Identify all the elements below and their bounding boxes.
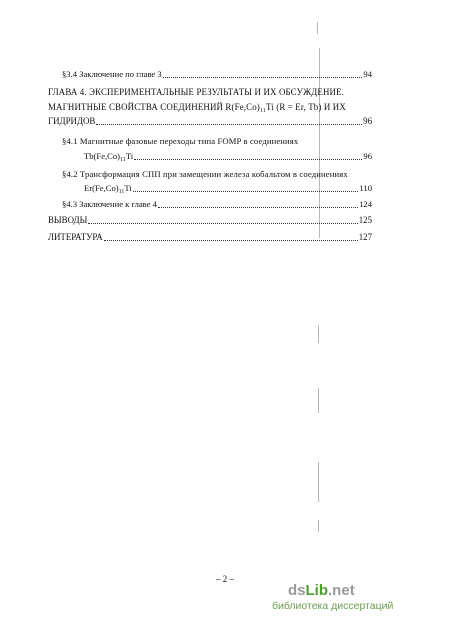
scan-mark: [318, 325, 319, 343]
toc-leader-dots: [133, 191, 359, 192]
dslib-subtitle: библиотека диссертаций: [272, 600, 394, 612]
toc-leader-dots: [134, 159, 362, 160]
toc-entry-label: ВЫВОДЫ: [48, 215, 88, 225]
toc-page-number: 94: [363, 69, 372, 79]
dslib-brand: dsLib.net: [288, 582, 355, 599]
toc-entry-3-4: [62, 69, 372, 80]
scan-mark: [318, 520, 319, 532]
toc-chapter-4-line3: [48, 116, 372, 127]
scan-mark: [317, 22, 318, 34]
toc-leader-dots: [104, 240, 358, 241]
toc-page-number: 124: [359, 199, 372, 209]
toc-leader-dots: [96, 124, 362, 125]
toc-entry-4-3: [62, 199, 372, 210]
toc-entry-literature: [48, 232, 372, 243]
toc-entry-label: ЛИТЕРАТУРА: [48, 232, 103, 242]
toc-page-number: 125: [358, 215, 372, 225]
toc-entry-4-2-line2: [84, 183, 372, 194]
toc-page-number: 96: [363, 116, 372, 126]
toc-entry-label: ГИДРИДОВ: [48, 116, 96, 126]
toc-entry-conclusions: [48, 215, 372, 226]
toc-entry-label: $Er(Fe,Co)_{11}Ti$: [84, 183, 132, 195]
scan-mark: [318, 462, 319, 502]
toc-entry-label: §4.3 Заключение к главе 4: [62, 199, 157, 209]
toc-page-number: 96: [363, 151, 372, 161]
toc-page-number: 110: [359, 183, 372, 193]
toc-entry-4-1-line2: [84, 151, 372, 162]
toc-leader-dots: [163, 77, 363, 78]
toc-entry-label: §3.4 Заключение по главе 3: [62, 69, 162, 79]
toc-page-number: 127: [358, 232, 372, 242]
toc-chapter-4-line2: МАГНИТНЫЕ СВОЙСТВА СОЕДИНЕНИЙ $R(Fe,Co)_{11}Ti$ (R = Er, Tb) И ИХ: [48, 102, 346, 114]
toc-entry-label: $Tb(Fe,Co)_{11}Ti$: [84, 151, 134, 163]
toc-leader-dots: [88, 223, 357, 224]
toc-entry-4-2-line1: §4.2 Трансформация СПП при замещении железа кобальтом в соединениях: [62, 169, 348, 179]
scan-mark: [318, 388, 319, 413]
toc-leader-dots: [158, 207, 358, 208]
toc-entry-4-1-line1: §4.1 Магнитные фазовые переходы типа FOMP в соединениях: [62, 136, 299, 146]
dslib-watermark-logo[interactable]: [272, 582, 443, 619]
page-number: – 2 –: [216, 574, 234, 584]
toc-chapter-4-line1: ГЛАВА 4. ЭКСПЕРИМЕНТАЛЬНЫЕ РЕЗУЛЬТАТЫ И ИХ ОБСУЖДЕНИЕ.: [48, 87, 345, 97]
